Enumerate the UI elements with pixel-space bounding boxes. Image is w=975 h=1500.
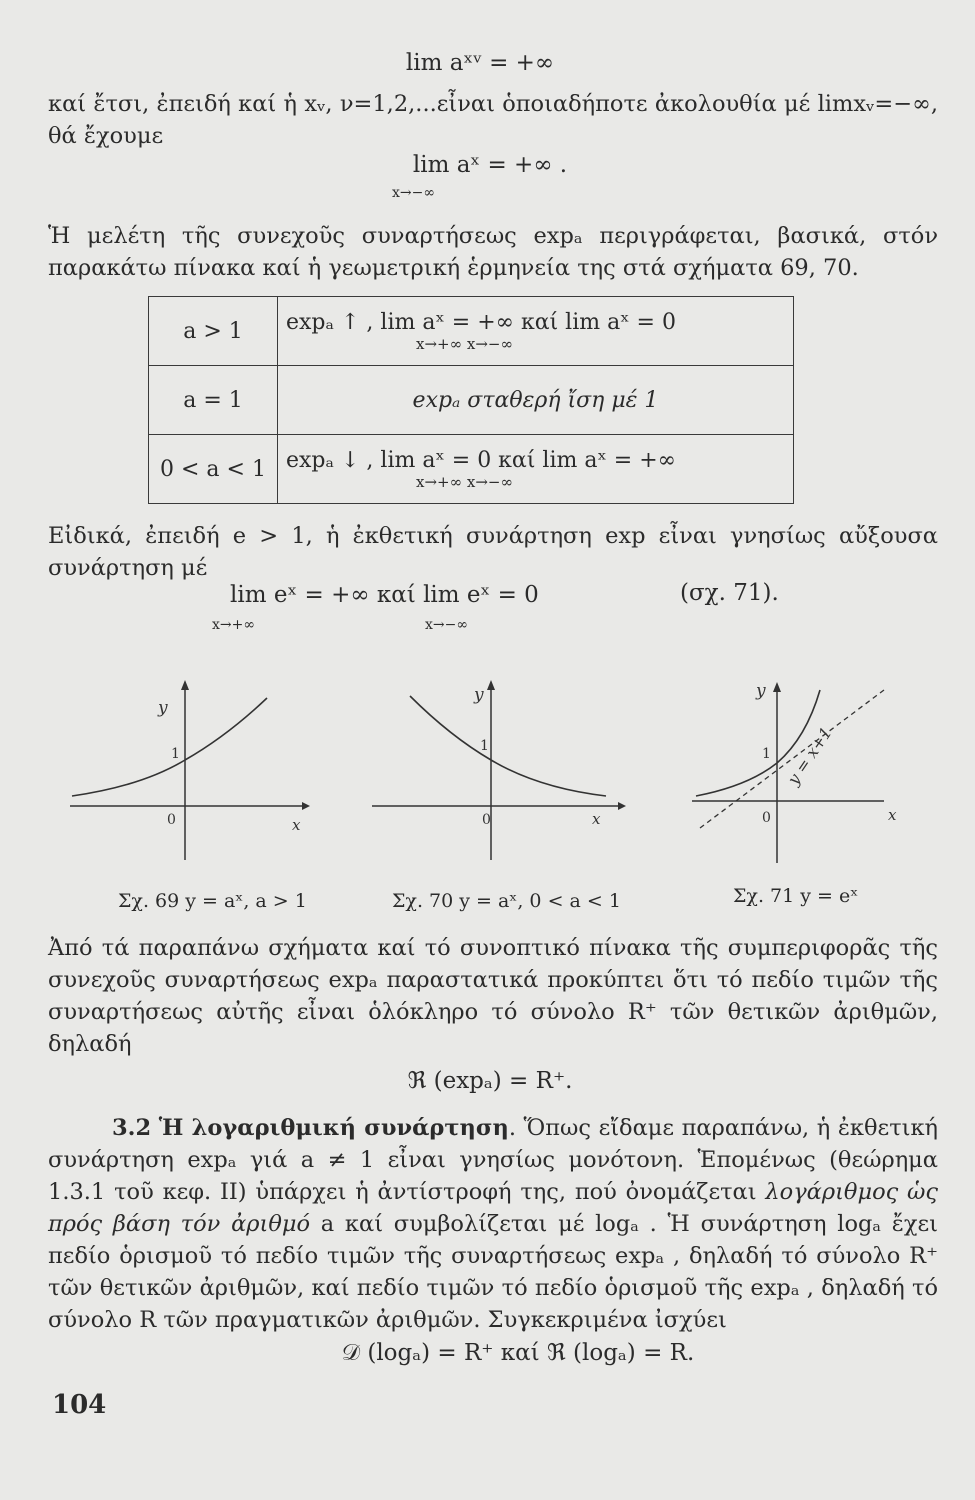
equation-limit-main: lim aˣ = +∞ . bbox=[412, 152, 568, 178]
table-cell-description bbox=[278, 297, 794, 366]
y-arrow-icon bbox=[181, 680, 189, 690]
curve-decreasing bbox=[410, 696, 606, 796]
table-row bbox=[149, 297, 794, 366]
paragraph-4: Ἀπό τά παραπάνω σχήματα καί τό συνοπτικό πίνακα τῆς συμπεριφορᾶς τῆς συνεχοῦς συναρτήσεως expₐ παραστατικά προκύπτει ὅτι τό πεδίο τιμῶν τῆς συναρτήσεως αὐτῆς εἶναι ὁλόκληρο τό σύνολο R⁺ τῶν θετικῶν ἀριθμῶν, δηλαδή bbox=[48, 935, 938, 1057]
section-text: . Ὅπως εἴδαμε παραπάνω, ἡ ἐκθετική συνάρτηση expₐ γιά a ≠ 1 εἶναι γνησίως μονότονη. Ἑπομένως (θεώρημα 1.3.1 τοῦ κεφ. II) ὑπάρχει ἡ ἀντίστροφή της, πού ὀνομάζεται bbox=[48, 1115, 939, 1205]
equation-exp-sub-1: x→+∞ bbox=[212, 617, 256, 633]
origin-label: 0 bbox=[762, 810, 771, 826]
y-arrow-icon bbox=[773, 682, 781, 692]
origin-label: 0 bbox=[167, 812, 176, 828]
y-label: y bbox=[158, 698, 168, 718]
figure-71 bbox=[688, 668, 918, 868]
table-cell-text: expₐ σταθερή ἴση μέ 1 bbox=[412, 387, 659, 413]
table-row bbox=[149, 435, 794, 504]
x-arrow-icon bbox=[302, 802, 310, 810]
figure-reference: (σχ. 71). bbox=[680, 580, 779, 606]
figure-69 bbox=[62, 668, 312, 868]
table-cell-condition: a = 1 bbox=[149, 366, 278, 435]
table-cell-description bbox=[278, 366, 794, 435]
table-cell-subscripts: x→+∞ x→−∞ bbox=[416, 472, 513, 491]
curve-increasing bbox=[72, 698, 267, 796]
x-arrow-icon bbox=[618, 802, 626, 810]
equation-top: lim aˣᵛ = +∞ bbox=[405, 50, 555, 76]
caption-figure-70: Σχ. 70 y = aˣ, 0 < a < 1 bbox=[392, 890, 621, 912]
table-cell-subscripts: x→+∞ x→−∞ bbox=[416, 334, 513, 353]
section-italic-term: λογάριθμος ὡς πρός βάση τόν ἀριθμό bbox=[48, 1179, 938, 1237]
page-number: 104 bbox=[52, 1390, 107, 1420]
origin-label: 0 bbox=[482, 812, 491, 828]
paragraph-2: Ἡ μελέτη τῆς συνεχοῦς συναρτήσεως expₐ περιγράφεται, βασικά, στόν παρακάτω πίνακα καί ἡ γεωμετρική ἑρμηνεία της στά σχήματα 69, 70. bbox=[48, 223, 938, 281]
equation-range-exp: ℜ (expₐ) = R⁺. bbox=[407, 1068, 573, 1094]
table-row bbox=[149, 366, 794, 435]
equation-exp-sub-2: x→−∞ bbox=[425, 617, 469, 633]
table-cell-condition: 0 < a < 1 bbox=[149, 435, 278, 504]
x-label: x bbox=[888, 806, 897, 824]
tangent-label: y = x+1 bbox=[783, 723, 836, 789]
caption-figure-71: Σχ. 71 y = eˣ bbox=[733, 885, 859, 907]
x-label: x bbox=[292, 816, 301, 834]
one-label: 1 bbox=[762, 746, 771, 762]
table-cell-text: expₐ ↑ , lim aˣ = +∞ καί lim aˣ = 0 bbox=[286, 309, 676, 335]
caption-figure-69: Σχ. 69 y = aˣ, a > 1 bbox=[118, 890, 307, 912]
table-cell-description bbox=[278, 435, 794, 504]
behavior-table bbox=[148, 296, 794, 504]
equation-domain-range-log: 𝒟 (logₐ) = R⁺ καί ℜ (logₐ) = R. bbox=[341, 1340, 695, 1366]
section-3-2 bbox=[48, 1112, 938, 1336]
y-label: y bbox=[756, 681, 766, 701]
y-label: y bbox=[474, 685, 484, 705]
one-label: 1 bbox=[480, 738, 489, 754]
section-number: 3.2 bbox=[112, 1115, 152, 1141]
equation-limit-sub: x→−∞ bbox=[392, 185, 436, 201]
section-title: Ἡ λογαριθμική συνάρτηση bbox=[158, 1115, 509, 1141]
equation-exp-limits: lim eˣ = +∞ καί lim eˣ = 0 bbox=[230, 582, 539, 608]
y-arrow-icon bbox=[487, 680, 495, 690]
figure-70 bbox=[368, 668, 628, 868]
x-label: x bbox=[592, 810, 601, 828]
tangent-line bbox=[700, 690, 884, 828]
paragraph-1: καί ἔτσι, ἐπειδή καί ἡ xᵥ, ν=1,2,...εἶναι ὁποιαδήποτε ἀκολουθία μέ limxᵥ=−∞, θά ἔχουμε bbox=[48, 91, 938, 149]
section-text-2: a καί συμβολίζεται μέ logₐ . Ἡ συνάρτηση logₐ ἔχει πεδίο ὁρισμοῦ τό πεδίο τιμῶν τῆς συναρτήσεως expₐ , δηλαδή τό σύνολο R⁺ τῶν θετικῶν ἀριθμῶν, καί πεδίο τιμῶν τό πεδίο ὁρισμοῦ τῆς expₐ , δηλαδή τό σύνολο R τῶν πραγματικῶν ἀριθμῶν. Συγκεκριμένα ἰσχύει bbox=[48, 1211, 938, 1333]
one-label: 1 bbox=[171, 746, 180, 762]
table-cell-text: expₐ ↓ , lim aˣ = 0 καί lim aˣ = +∞ bbox=[286, 447, 676, 473]
table-cell-condition: a > 1 bbox=[149, 297, 278, 366]
paragraph-3: Εἰδικά, ἐπειδή e > 1, ἡ ἐκθετική συνάρτηση exp εἶναι γνησίως αὔξουσα συνάρτηση μέ bbox=[48, 523, 938, 581]
